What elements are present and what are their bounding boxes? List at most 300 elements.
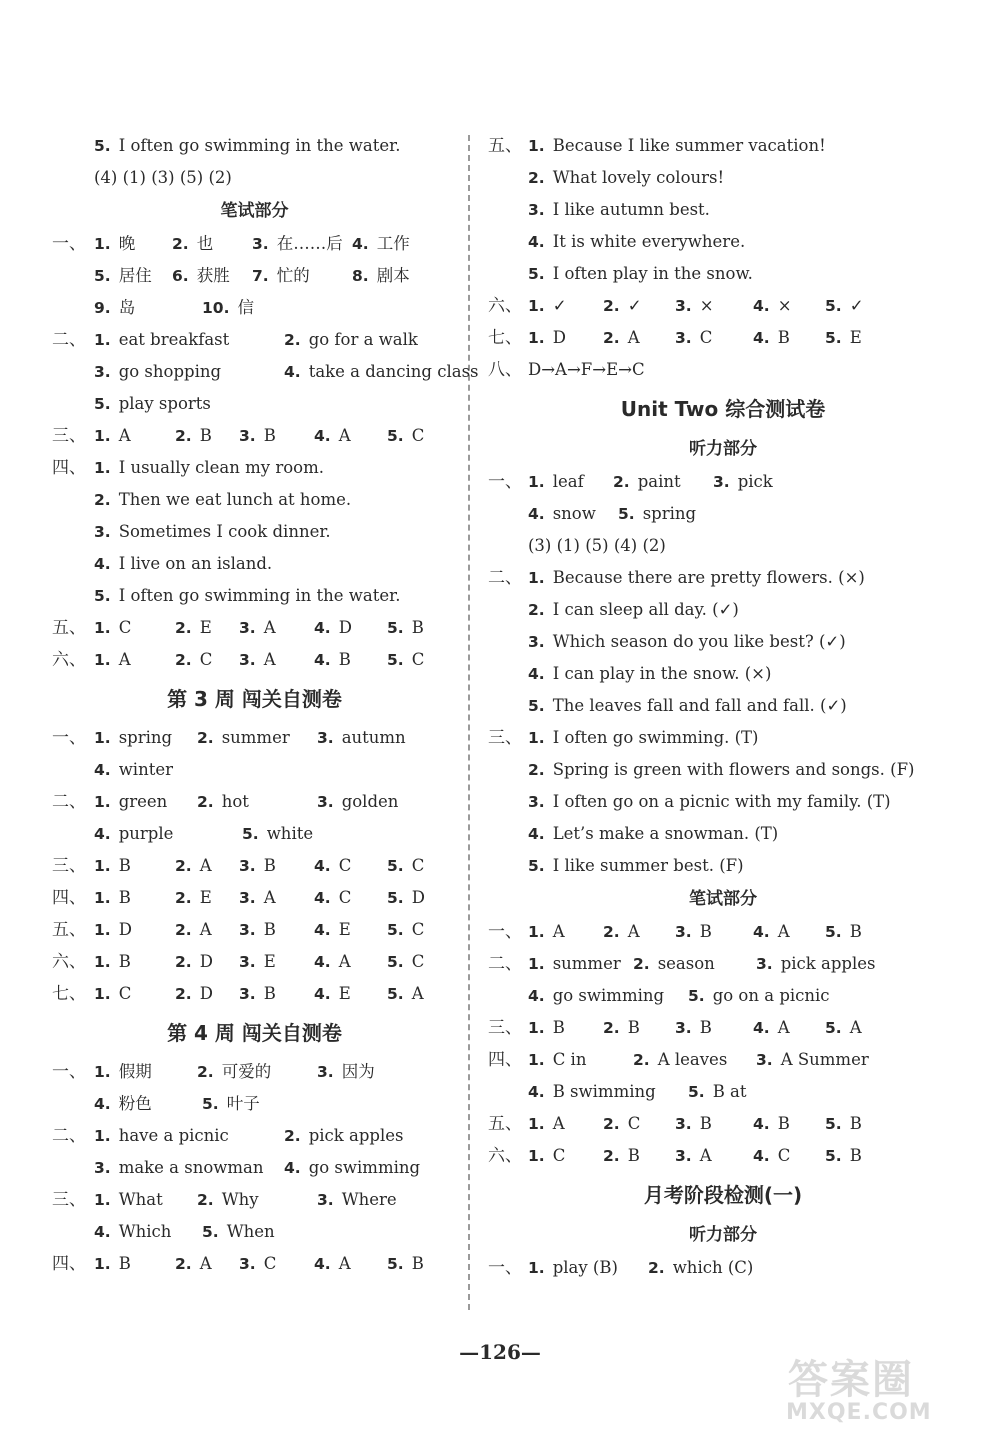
question-group-label: 六、	[52, 952, 86, 972]
answer-item	[94, 882, 131, 914]
item-answer: Why	[221, 1190, 259, 1209]
answer-row	[52, 1184, 457, 1216]
question-group-label: 八、	[488, 360, 522, 380]
item-number: 3.	[239, 985, 256, 1003]
item-number: 2.	[528, 601, 545, 619]
answer-item	[239, 850, 276, 882]
item-answer: 因为	[341, 1062, 375, 1081]
answer-item	[197, 1184, 259, 1216]
item-answer: 粉色	[118, 1094, 152, 1113]
answer-item	[314, 882, 351, 914]
item-answer: summer	[552, 954, 621, 973]
item-number: 1.	[94, 459, 111, 477]
answer-item	[528, 194, 710, 226]
answer-item	[675, 916, 712, 948]
answer-item	[633, 948, 715, 980]
answer-item	[94, 1152, 264, 1184]
answer-item	[825, 1108, 862, 1140]
question-group-label: 三、	[488, 728, 522, 748]
answer-item	[528, 980, 664, 1012]
question-group-label: 四、	[488, 1050, 522, 1070]
item-answer: make a snowman	[118, 1158, 264, 1177]
item-answer: A	[263, 888, 276, 907]
item-answer: A	[199, 1254, 212, 1273]
item-answer: Sometimes I cook dinner.	[118, 522, 331, 541]
item-answer: B	[777, 328, 790, 347]
answer-item	[175, 1248, 212, 1280]
item-number: 1.	[528, 329, 545, 347]
question-group-label: 三、	[52, 426, 86, 446]
answer-item	[613, 466, 681, 498]
item-number: 2.	[603, 1019, 620, 1037]
answer-item	[688, 1076, 747, 1108]
item-answer: I like summer best. (F)	[552, 856, 744, 875]
item-answer: B	[263, 426, 276, 445]
item-number: 3.	[239, 889, 256, 907]
item-number: 9.	[94, 299, 111, 317]
answer-item	[528, 130, 826, 162]
item-number: 2.	[603, 1115, 620, 1133]
answer-row	[52, 644, 457, 676]
question-group-label: 一、	[52, 728, 86, 748]
answer-item	[94, 612, 131, 644]
item-number: 2.	[603, 329, 620, 347]
answer-item	[284, 1120, 403, 1152]
item-number: 3.	[675, 329, 692, 347]
item-number: 6.	[172, 267, 189, 285]
answer-item	[94, 1056, 152, 1088]
answer-item	[317, 786, 398, 818]
answer-item	[387, 978, 424, 1010]
watermark-logo-text: 答案圈	[788, 1357, 914, 1403]
item-number: 5.	[94, 137, 111, 155]
answer-item	[94, 130, 400, 162]
answer-item	[528, 818, 778, 850]
answer-row	[52, 914, 457, 946]
answer-item	[528, 1140, 565, 1172]
item-number: 4.	[528, 1083, 545, 1101]
answer-item	[825, 1140, 862, 1172]
answer-item	[314, 644, 351, 676]
item-number: 4.	[528, 505, 545, 523]
answer-item	[317, 1184, 397, 1216]
item-number: 1.	[528, 297, 545, 315]
answer-row	[488, 1140, 958, 1172]
answer-item	[242, 818, 313, 850]
answer-item	[284, 356, 479, 388]
answer-row	[488, 594, 958, 626]
item-number: 4.	[352, 235, 369, 253]
item-number: 4.	[314, 427, 331, 445]
item-answer: pick	[737, 472, 773, 491]
item-number: 3.	[713, 473, 730, 491]
item-number: 5.	[825, 1147, 842, 1165]
item-number: 3.	[239, 619, 256, 637]
answer-row	[52, 1248, 457, 1280]
answer-item	[94, 420, 131, 452]
item-answer: I can sleep all day. (✓)	[552, 600, 739, 619]
answer-item	[239, 978, 276, 1010]
item-number: 4.	[314, 651, 331, 669]
question-group-label: 一、	[488, 472, 522, 492]
item-number: 3.	[94, 523, 111, 541]
item-number: 1.	[528, 729, 545, 747]
item-number: 1.	[94, 427, 111, 445]
answer-item	[528, 1108, 565, 1140]
answer-row	[52, 162, 457, 194]
item-number: 4.	[314, 953, 331, 971]
answer-item	[314, 978, 351, 1010]
answer-row	[52, 324, 457, 356]
item-answer: A	[338, 1254, 351, 1273]
item-answer: B	[338, 650, 351, 669]
item-answer: What lovely colours!	[552, 168, 725, 187]
answer-item	[528, 850, 744, 882]
item-answer: B	[118, 952, 131, 971]
item-number: 2.	[197, 729, 214, 747]
item-number: 1.	[528, 1259, 545, 1277]
item-number: 3.	[675, 923, 692, 941]
item-answer: A	[777, 1018, 790, 1037]
item-answer: C	[411, 920, 425, 939]
item-number: 4.	[753, 1115, 770, 1133]
item-number: 1.	[94, 331, 111, 349]
answer-item	[753, 916, 790, 948]
answer-sequence: D→A→F→E→C	[528, 360, 645, 379]
item-number: 3.	[239, 857, 256, 875]
item-number: 2.	[633, 1051, 650, 1069]
item-number: 1.	[94, 793, 111, 811]
item-answer: A Summer	[780, 1050, 869, 1069]
subsection-title: 听力部分	[689, 1225, 757, 1245]
item-number: 1.	[94, 619, 111, 637]
answer-item	[94, 452, 324, 484]
answer-item	[94, 580, 400, 612]
column-divider	[468, 135, 470, 1310]
item-number: 4.	[284, 363, 301, 381]
item-answer: A	[411, 984, 424, 1003]
answer-item	[603, 1012, 640, 1044]
answer-item	[387, 914, 424, 946]
item-number: 2.	[613, 473, 630, 491]
answer-item	[825, 1012, 862, 1044]
answer-item	[94, 388, 211, 420]
item-answer: C	[338, 888, 352, 907]
question-group-label: 五、	[488, 1114, 522, 1134]
item-answer: A	[627, 328, 640, 347]
question-group-label: 二、	[52, 1126, 86, 1146]
item-answer: A	[199, 920, 212, 939]
answer-row	[52, 786, 457, 818]
item-answer: C	[118, 984, 132, 1003]
item-answer: season	[657, 954, 715, 973]
answer-item	[314, 612, 352, 644]
answer-item	[352, 228, 410, 260]
item-answer: which (C)	[672, 1258, 754, 1277]
answer-item	[239, 882, 276, 914]
right-column	[488, 130, 958, 1284]
item-number: 3.	[94, 1159, 111, 1177]
answer-item	[94, 548, 272, 580]
item-number: 4.	[314, 985, 331, 1003]
item-number: 1.	[94, 651, 111, 669]
answer-item	[528, 690, 847, 722]
item-number: 4.	[528, 987, 545, 1005]
item-answer: ×	[699, 296, 714, 315]
item-number: 5.	[94, 395, 111, 413]
item-number: 2.	[175, 889, 192, 907]
answer-sequence: (3) (1) (5) (4) (2)	[528, 536, 666, 555]
answer-item	[825, 290, 864, 322]
item-number: 2.	[633, 955, 650, 973]
section-title: 月考阶段检测(一)	[643, 1183, 803, 1207]
answer-item	[252, 260, 310, 292]
answer-row	[488, 466, 958, 498]
answer-item	[633, 1044, 727, 1076]
answer-item	[252, 228, 343, 260]
item-number: 3.	[528, 793, 545, 811]
item-number: 2.	[603, 923, 620, 941]
item-answer: 在……后	[276, 234, 343, 253]
item-answer: B	[118, 1254, 131, 1273]
item-answer: eat breakfast	[118, 330, 230, 349]
answer-item	[528, 226, 745, 258]
item-answer: E	[338, 984, 351, 1003]
item-answer: purple	[118, 824, 174, 843]
item-number: 2.	[175, 953, 192, 971]
answer-item	[94, 914, 132, 946]
question-group-label: 二、	[52, 330, 86, 350]
item-number: 2.	[284, 331, 301, 349]
answer-row	[488, 850, 958, 882]
answer-item	[528, 290, 567, 322]
item-number: 4.	[314, 889, 331, 907]
answer-item	[175, 914, 212, 946]
item-number: 1.	[94, 889, 111, 907]
item-number: 4.	[753, 297, 770, 315]
question-group-label: 二、	[488, 954, 522, 974]
answer-item	[175, 850, 212, 882]
item-answer: I often go on a picnic with my family. (T)	[552, 792, 891, 811]
answer-item	[713, 466, 773, 498]
item-number: 4.	[94, 761, 111, 779]
answer-item	[825, 916, 862, 948]
item-number: 8.	[352, 267, 369, 285]
item-answer: paint	[637, 472, 681, 491]
section-title: 第 3 周 闯关自测卷	[167, 687, 342, 711]
item-answer: I usually clean my room.	[118, 458, 324, 477]
item-number: 5.	[387, 985, 404, 1003]
subsection-title: 笔试部分	[689, 889, 757, 909]
item-number: 2.	[175, 427, 192, 445]
item-answer: I can play in the snow. (×)	[552, 664, 772, 683]
answer-item	[314, 1248, 351, 1280]
item-answer: play sports	[118, 394, 211, 413]
item-number: 1.	[528, 1051, 545, 1069]
item-number: 5.	[94, 587, 111, 605]
answer-row	[488, 498, 958, 530]
item-number: 4.	[314, 619, 331, 637]
item-answer: B	[118, 888, 131, 907]
item-number: 4.	[528, 665, 545, 683]
item-answer: B	[699, 1114, 712, 1133]
answer-item	[528, 1012, 565, 1044]
item-answer: A	[552, 1114, 565, 1133]
item-answer: Then we eat lunch at home.	[118, 490, 352, 509]
item-answer: I live on an island.	[118, 554, 273, 573]
answer-item	[94, 260, 152, 292]
answer-item	[94, 1088, 152, 1120]
item-number: 1.	[528, 137, 545, 155]
item-number: 10.	[202, 299, 230, 317]
item-answer: What	[118, 1190, 163, 1209]
item-answer: C	[199, 650, 213, 669]
item-number: 5.	[528, 857, 545, 875]
item-answer: spring	[642, 504, 697, 523]
answer-row	[52, 548, 457, 580]
item-answer: E	[338, 920, 351, 939]
answer-item	[675, 1012, 712, 1044]
answer-row	[52, 818, 457, 850]
item-answer: go swimming	[308, 1158, 421, 1177]
answer-item	[175, 882, 212, 914]
answer-row	[488, 1044, 958, 1076]
item-number: 4.	[284, 1159, 301, 1177]
answer-item	[603, 322, 640, 354]
item-number: 2.	[648, 1259, 665, 1277]
item-answer: I often go swimming. (T)	[552, 728, 759, 747]
item-number: 3.	[528, 201, 545, 219]
item-number: 3.	[94, 363, 111, 381]
answer-item	[175, 978, 213, 1010]
answer-item	[175, 644, 212, 676]
answer-item	[202, 1088, 260, 1120]
answer-item	[528, 626, 846, 658]
item-number: 1.	[94, 1063, 111, 1081]
answer-item	[94, 946, 131, 978]
answer-row	[52, 978, 457, 1010]
item-number: 4.	[528, 825, 545, 843]
answer-item	[314, 946, 351, 978]
item-answer: white	[266, 824, 314, 843]
answer-item	[94, 1184, 163, 1216]
item-number: 4.	[753, 1019, 770, 1037]
answer-item	[239, 1248, 276, 1280]
item-answer: B	[118, 856, 131, 875]
item-number: 3.	[239, 1255, 256, 1273]
item-answer: Where	[341, 1190, 397, 1209]
item-number: 1.	[94, 985, 111, 1003]
item-number: 3.	[528, 633, 545, 651]
answer-item	[175, 612, 212, 644]
item-answer: Spring is green with flowers and songs. (F)	[552, 760, 915, 779]
item-number: 5.	[94, 267, 111, 285]
answer-item	[94, 228, 135, 260]
item-number: 1.	[528, 923, 545, 941]
item-number: 1.	[94, 921, 111, 939]
item-answer: E	[199, 888, 212, 907]
item-answer: D	[411, 888, 425, 907]
answer-item	[314, 420, 351, 452]
item-answer: I often go swimming in the water.	[118, 586, 401, 605]
answer-item	[528, 1044, 586, 1076]
answer-item	[314, 850, 351, 882]
answer-row	[52, 722, 457, 754]
answer-item	[528, 466, 584, 498]
item-answer: 忙的	[276, 266, 310, 285]
question-group-label: 三、	[488, 1018, 522, 1038]
answer-item	[675, 290, 714, 322]
item-number: 5.	[688, 1083, 705, 1101]
item-number: 4.	[94, 825, 111, 843]
item-answer: 工作	[376, 234, 410, 253]
item-answer: play (B)	[552, 1258, 618, 1277]
item-number: 2.	[175, 619, 192, 637]
item-answer: B	[627, 1146, 640, 1165]
answer-row	[488, 754, 958, 786]
answer-item	[753, 322, 790, 354]
item-number: 5.	[825, 329, 842, 347]
answer-row	[488, 916, 958, 948]
item-answer: take a dancing class	[308, 362, 479, 381]
item-answer: B	[199, 426, 212, 445]
answer-item	[387, 946, 424, 978]
item-answer: golden	[341, 792, 399, 811]
item-answer: D	[118, 920, 132, 939]
item-answer: C	[777, 1146, 791, 1165]
item-answer: A	[627, 922, 640, 941]
item-number: 2.	[197, 793, 214, 811]
item-number: 4.	[753, 329, 770, 347]
item-answer: D	[338, 618, 352, 637]
item-answer: 可爱的	[221, 1062, 272, 1081]
answer-item	[197, 1056, 271, 1088]
item-answer: ✓	[849, 296, 864, 315]
item-answer: I like autumn best.	[552, 200, 710, 219]
question-group-label: 一、	[488, 922, 522, 942]
answer-item	[675, 1108, 712, 1140]
item-number: 5.	[387, 857, 404, 875]
item-answer: C	[263, 1254, 277, 1273]
item-number: 1.	[94, 953, 111, 971]
item-answer: A	[338, 426, 351, 445]
item-answer: go for a walk	[308, 330, 418, 349]
item-answer: ✓	[552, 296, 567, 315]
answer-item	[387, 882, 425, 914]
answer-row	[488, 1012, 958, 1044]
answer-row	[488, 130, 958, 162]
item-answer: B	[627, 1018, 640, 1037]
item-answer: C	[411, 856, 425, 875]
item-answer: The leaves fall and fall and fall. (✓)	[552, 696, 847, 715]
answer-item	[284, 324, 418, 356]
answer-item	[314, 914, 351, 946]
item-number: 1.	[94, 857, 111, 875]
question-group-label: 一、	[52, 1062, 86, 1082]
item-number: 5.	[528, 265, 545, 283]
item-number: 5.	[387, 427, 404, 445]
answer-sequence: (4) (1) (3) (5) (2)	[94, 168, 232, 187]
item-number: 7.	[252, 267, 269, 285]
answer-item	[202, 292, 254, 324]
item-number: 3.	[675, 1019, 692, 1037]
answer-row	[52, 612, 457, 644]
answer-item	[239, 946, 276, 978]
item-number: 3.	[239, 921, 256, 939]
item-answer: B	[411, 1254, 424, 1273]
answer-item	[202, 1216, 275, 1248]
answer-row	[488, 658, 958, 690]
